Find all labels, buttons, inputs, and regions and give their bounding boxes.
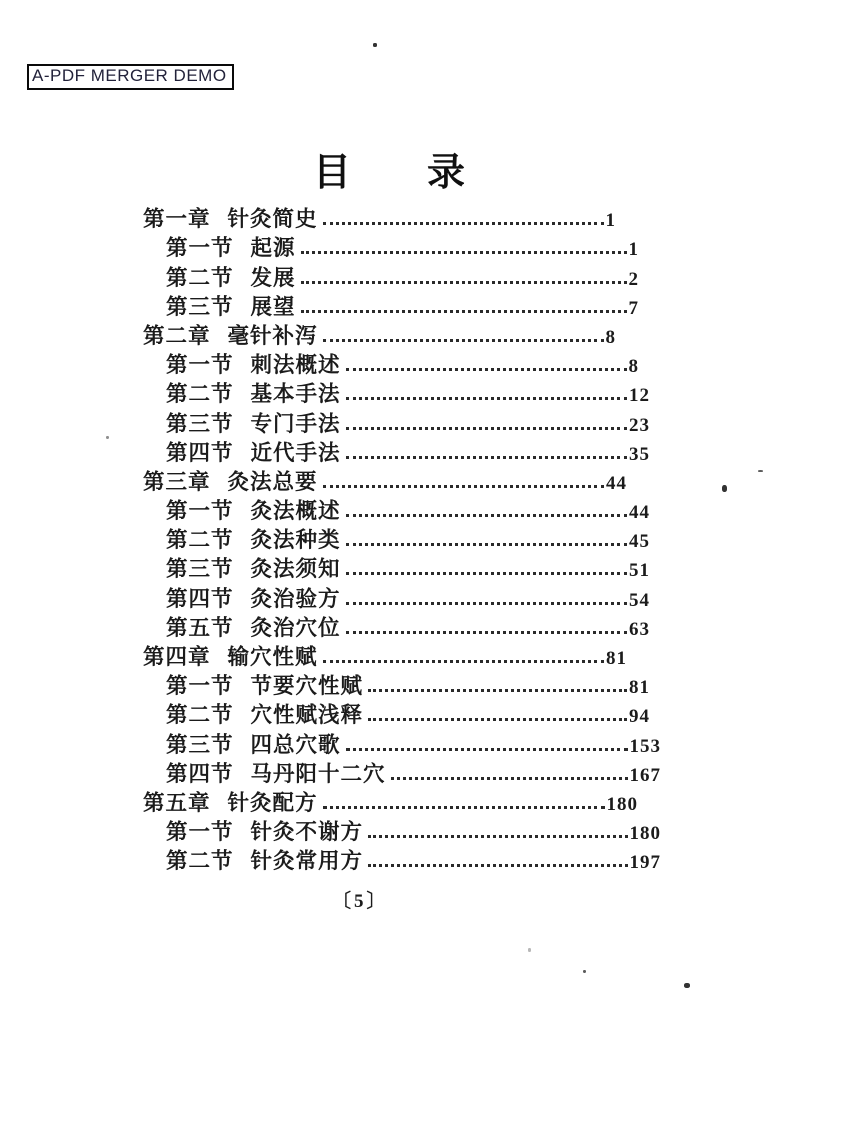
toc-entry-section bbox=[143, 262, 639, 291]
toc-entry-title: 灸治验方 bbox=[250, 586, 341, 611]
dotted-leader bbox=[346, 426, 627, 430]
dotted-leader bbox=[323, 338, 604, 342]
toc-entry-page-number: 63 bbox=[629, 618, 650, 640]
dotted-leader bbox=[368, 863, 627, 867]
toc-entry-page-number: 2 bbox=[628, 268, 639, 290]
dotted-leader bbox=[301, 309, 627, 313]
dotted-leader bbox=[391, 776, 628, 780]
toc-entry-page-number: 12 bbox=[629, 385, 650, 407]
toc-entry-section bbox=[143, 700, 650, 729]
toc-entry-page-number: 8 bbox=[605, 326, 616, 348]
scan-noise-speck bbox=[684, 983, 690, 988]
toc-entry-section bbox=[143, 525, 650, 554]
toc-entry-label: 第二节 bbox=[166, 849, 234, 874]
toc-entry-title: 专门手法 bbox=[250, 411, 341, 436]
page-title: 目 录 bbox=[313, 152, 466, 194]
toc-entry-page-number: 81 bbox=[629, 677, 650, 699]
toc-entry-section bbox=[143, 671, 650, 700]
toc-entry-section bbox=[143, 613, 650, 642]
toc-entry-page-number: 51 bbox=[629, 560, 650, 582]
toc-entry-section bbox=[143, 379, 650, 408]
scan-noise-speck bbox=[722, 485, 727, 492]
toc-entry-page-number: 153 bbox=[629, 735, 661, 757]
toc-entry-section bbox=[143, 729, 661, 758]
dotted-leader bbox=[346, 601, 627, 605]
toc-entry-label: 第二节 bbox=[166, 265, 234, 290]
toc-entry-label: 第二节 bbox=[166, 703, 234, 728]
toc-entry-label: 第三章 bbox=[143, 469, 211, 494]
toc-entry-page-number: 81 bbox=[606, 648, 627, 669]
footer-page-number: 〔5〕 bbox=[332, 891, 389, 912]
toc-entry-label: 第一节 bbox=[166, 236, 234, 261]
toc-entry-title: 毫针补泻 bbox=[227, 323, 318, 348]
toc-entry-label: 第四节 bbox=[166, 586, 234, 611]
dotted-leader bbox=[346, 747, 628, 751]
toc-entry-title: 针灸常用方 bbox=[250, 849, 364, 874]
toc-entry-label: 第一节 bbox=[166, 674, 234, 699]
toc-entry-title: 灸法概述 bbox=[250, 499, 341, 524]
toc-entry-title: 展望 bbox=[250, 294, 296, 319]
toc-entry-title: 灸治穴位 bbox=[250, 615, 341, 640]
toc-entry-label: 第五节 bbox=[166, 615, 234, 640]
dotted-leader bbox=[346, 513, 627, 517]
toc-entry-label: 第四章 bbox=[143, 645, 211, 669]
toc-entry-label: 第三节 bbox=[166, 732, 234, 757]
toc-entry-title: 灸法总要 bbox=[227, 469, 318, 494]
toc-entry-title: 发展 bbox=[250, 265, 296, 290]
toc-entry-page-number: 54 bbox=[629, 589, 650, 611]
toc-entry-label: 第五章 bbox=[143, 790, 211, 815]
toc-entry-label: 第三节 bbox=[166, 411, 234, 436]
toc-entry-section bbox=[143, 759, 661, 788]
toc-entry-page-number: 1 bbox=[628, 239, 639, 261]
toc-entry-chapter bbox=[143, 204, 616, 233]
toc-entry-section bbox=[143, 554, 650, 583]
toc-entry-page-number: 35 bbox=[629, 443, 650, 465]
toc-entry-chapter bbox=[143, 321, 616, 350]
toc-entry-page-number: 7 bbox=[628, 297, 639, 319]
toc-entry-section bbox=[143, 583, 650, 612]
toc-entry-page-number: 1 bbox=[605, 210, 616, 232]
dotted-leader bbox=[346, 571, 627, 575]
toc-entry-label: 第四节 bbox=[166, 761, 234, 786]
toc-entry-page-number: 180 bbox=[606, 793, 638, 815]
dotted-leader bbox=[346, 367, 627, 371]
toc-entry-section bbox=[143, 292, 639, 321]
toc-entry-title: 马丹阳十二穴 bbox=[250, 761, 386, 786]
dotted-leader bbox=[346, 455, 627, 459]
toc-entry-label: 第三节 bbox=[166, 294, 234, 319]
dotted-leader bbox=[323, 805, 605, 809]
toc-entry-page-number: 197 bbox=[629, 852, 661, 874]
toc-entry-page-number: 44 bbox=[629, 502, 650, 524]
pdf-merger-watermark: A-PDF MERGER DEMO bbox=[27, 64, 234, 90]
dotted-leader bbox=[368, 688, 627, 692]
toc-entry-section bbox=[143, 233, 639, 262]
dotted-leader bbox=[368, 834, 627, 838]
toc-entry-label: 第一节 bbox=[166, 820, 234, 845]
toc-entry-title: 灸法种类 bbox=[250, 528, 341, 553]
dotted-leader bbox=[301, 250, 627, 254]
toc-entry-label: 第二节 bbox=[166, 382, 234, 407]
toc-entry-title: 针灸简史 bbox=[227, 207, 318, 232]
toc-entry-title: 起源 bbox=[250, 236, 296, 261]
toc-entry-label: 第一节 bbox=[166, 499, 234, 524]
toc-entry-section bbox=[143, 408, 650, 437]
toc-entry-page-number: 44 bbox=[606, 472, 627, 494]
dotted-leader bbox=[346, 542, 627, 546]
toc-entry-label: 第一节 bbox=[166, 353, 234, 378]
toc-entry-chapter bbox=[143, 788, 638, 817]
toc-entry-title: 针灸配方 bbox=[227, 790, 318, 815]
dotted-leader bbox=[323, 221, 604, 225]
toc-entry-title: 四总穴歌 bbox=[250, 732, 341, 757]
toc-entry-page-number: 167 bbox=[629, 764, 661, 786]
toc-entry-title: 灸法须知 bbox=[250, 557, 341, 582]
dotted-leader bbox=[323, 484, 604, 488]
toc-entry-title: 输穴性赋 bbox=[227, 645, 318, 669]
toc-entry-label: 第三节 bbox=[166, 557, 234, 582]
toc-entry-title: 针灸不谢方 bbox=[250, 820, 364, 845]
scan-noise-speck bbox=[373, 43, 377, 47]
dotted-leader bbox=[346, 396, 627, 400]
dotted-leader bbox=[368, 717, 627, 721]
toc-entry-chapter bbox=[143, 642, 627, 671]
toc-entry-section bbox=[143, 350, 639, 379]
toc-entry-page-number: 8 bbox=[628, 356, 639, 378]
scan-noise-speck bbox=[758, 470, 763, 472]
table-of-contents bbox=[143, 204, 661, 875]
toc-entry-title: 节要穴性赋 bbox=[250, 674, 364, 699]
toc-entry-title: 基本手法 bbox=[250, 382, 341, 407]
toc-entry-section bbox=[143, 817, 661, 846]
dotted-leader bbox=[323, 659, 604, 663]
toc-entry-label: 第一章 bbox=[143, 207, 211, 232]
toc-entry-chapter bbox=[143, 467, 627, 496]
toc-entry-page-number: 94 bbox=[629, 706, 650, 728]
toc-entry-section bbox=[143, 438, 650, 467]
toc-entry-label: 第二节 bbox=[166, 528, 234, 553]
toc-entry-page-number: 45 bbox=[629, 531, 650, 553]
toc-entry-title: 刺法概述 bbox=[250, 353, 341, 378]
toc-entry-title: 穴性赋浅释 bbox=[250, 703, 364, 728]
scan-noise-speck bbox=[583, 970, 586, 973]
toc-entry-label: 第四节 bbox=[166, 440, 234, 465]
toc-entry-page-number: 23 bbox=[629, 414, 650, 436]
toc-entry-label: 第二章 bbox=[143, 323, 211, 348]
toc-entry-section bbox=[143, 846, 661, 875]
dotted-leader bbox=[301, 280, 627, 284]
toc-entry-page-number: 180 bbox=[629, 823, 661, 845]
toc-entry-title: 近代手法 bbox=[250, 440, 341, 465]
scan-noise-speck bbox=[106, 436, 109, 439]
toc-entry-section bbox=[143, 496, 650, 525]
dotted-leader bbox=[346, 630, 627, 634]
scan-noise-speck bbox=[528, 948, 531, 952]
